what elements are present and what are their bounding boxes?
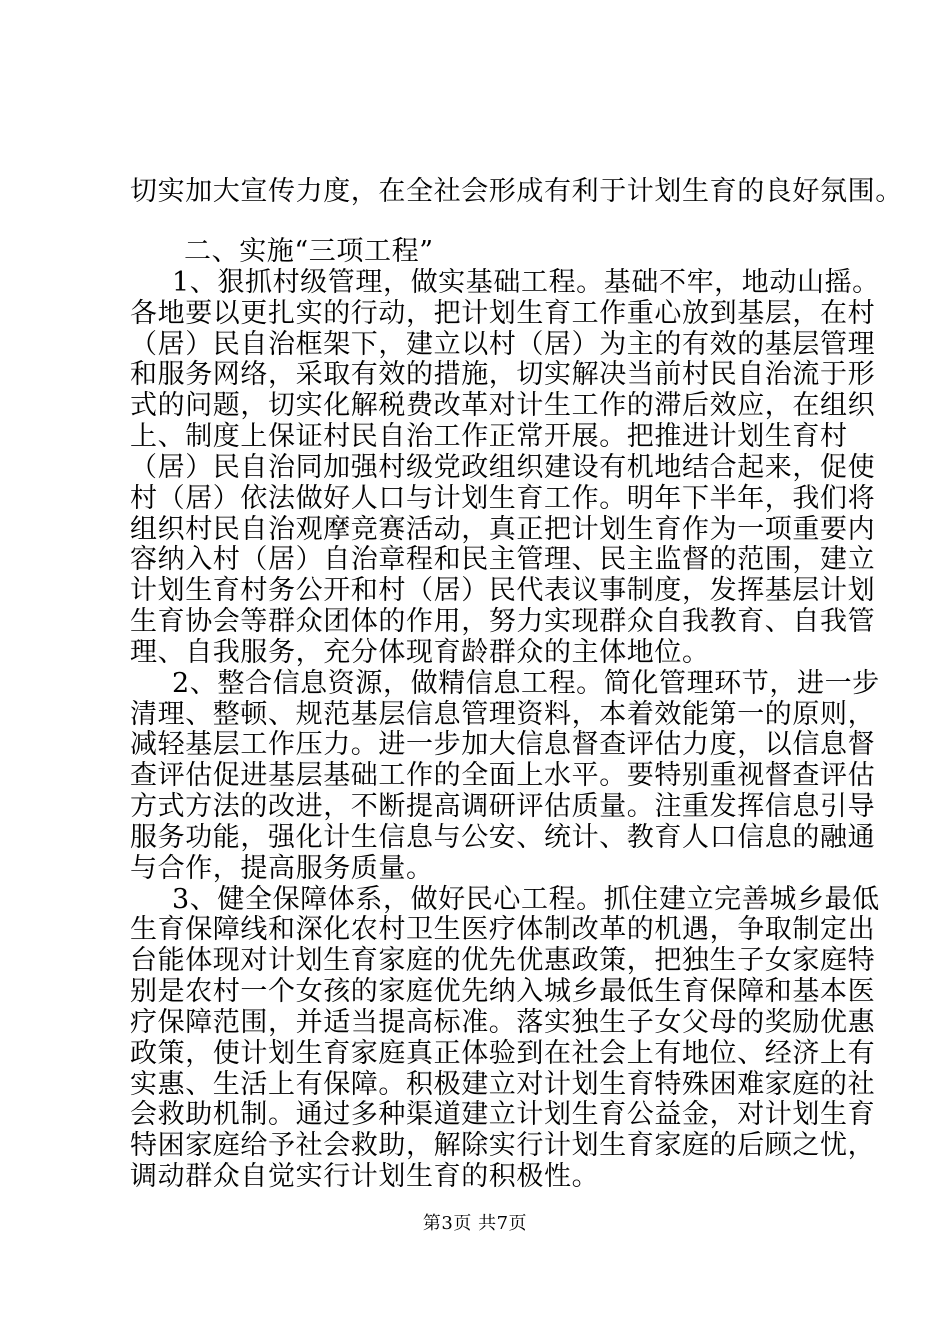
body-text-line: 2、整合信息资源，做精信息工程。简化管理环节，进一步 [172,668,880,699]
body-text-line: 生育保障线和深化农村卫生医疗体制改革的机遇，争取制定出 [130,914,876,945]
body-text-line: 实惠、生活上有保障。积极建立对计划生育特殊困难家庭的社 [130,1069,876,1100]
body-text-line: 台能体现对计划生育家庭的优先优惠政策，把独生子女家庭特 [130,945,876,976]
body-text-line: 生育协会等群众团体的作用，努力实现群众自我教育、自我管 [130,606,876,637]
body-text-line: 会救助机制。通过多种渠道建立计划生育公益金，对计划生育 [130,1099,876,1130]
body-text-line: 减轻基层工作压力。进一步加大信息督查评估力度，以信息督 [130,729,876,760]
section-heading: 二、实施“三项工程” [184,236,434,267]
body-text-line: 各地要以更扎实的行动，把计划生育工作重心放到基层，在村 [130,298,876,329]
body-text-line: （居）民自治同加强村级党政组织建设有机地结合起来，促使 [130,452,876,483]
body-text-line: 和服务网络，采取有效的措施，切实解决当前村民自治流于形 [130,359,876,390]
body-text-line: 式的问题，切实化解税费改革对计生工作的滞后效应，在组织 [130,390,876,421]
body-text-line: 理、自我服务，充分体现育龄群众的主体地位。 [130,637,710,668]
body-text-line: 服务功能，强化计生信息与公安、统计、教育人口信息的融通 [130,822,876,853]
body-text-line: 计划生育村务公开和村（居）民代表议事制度，发挥基层计划 [130,575,876,606]
body-text-line: 组织村民自治观摩竞赛活动，真正把计划生育作为一项重要内 [130,514,876,545]
body-text-line: 政策，使计划生育家庭真正体验到在社会上有地位、经济上有 [130,1038,876,1069]
body-text-line: 容纳入村（居）自治章程和民主管理、民主监督的范围，建立 [130,544,876,575]
body-text-line: 别是农村一个女孩的家庭优先纳入城乡最低生育保障和基本医 [130,976,876,1007]
body-text-line: 疗保障范围，并适当提高标准。落实独生子女父母的奖励优惠 [130,1007,876,1038]
body-text-line: 调动群众自觉实行计划生育的积极性。 [130,1161,600,1192]
body-text-line: 3、健全保障体系，做好民心工程。抓住建立完善城乡最低 [172,884,880,915]
body-text-line: 清理、整顿、规范基层信息管理资料，本着效能第一的原则， [130,699,876,730]
body-text-line: 与合作，提高服务质量。 [130,853,434,884]
body-text-line: 1、狠抓村级管理，做实基础工程。基础不牢，地动山摇。 [172,267,880,298]
page-number-footer: 第3页 共7页 [422,1213,528,1234]
body-text-line: （居）民自治框架下，建立以村（居）为主的有效的基层管理 [130,329,876,360]
body-text-line: 村（居）依法做好人口与计划生育工作。明年下半年，我们将 [130,483,876,514]
body-text-line: 上、制度上保证村民自治工作正常开展。把推进计划生育村 [130,421,848,452]
body-text-line: 方式方法的改进，不断提高调研评估质量。注重发挥信息引导 [130,791,876,822]
body-text-line: 特困家庭给予社会救助，解除实行计划生育家庭的后顾之忧， [130,1130,876,1161]
body-text-line: 切实加大宣传力度，在全社会形成有利于计划生育的良好氛围。 [130,176,903,207]
body-text-line: 查评估促进基层基础工作的全面上水平。要特别重视督查评估 [130,760,876,791]
